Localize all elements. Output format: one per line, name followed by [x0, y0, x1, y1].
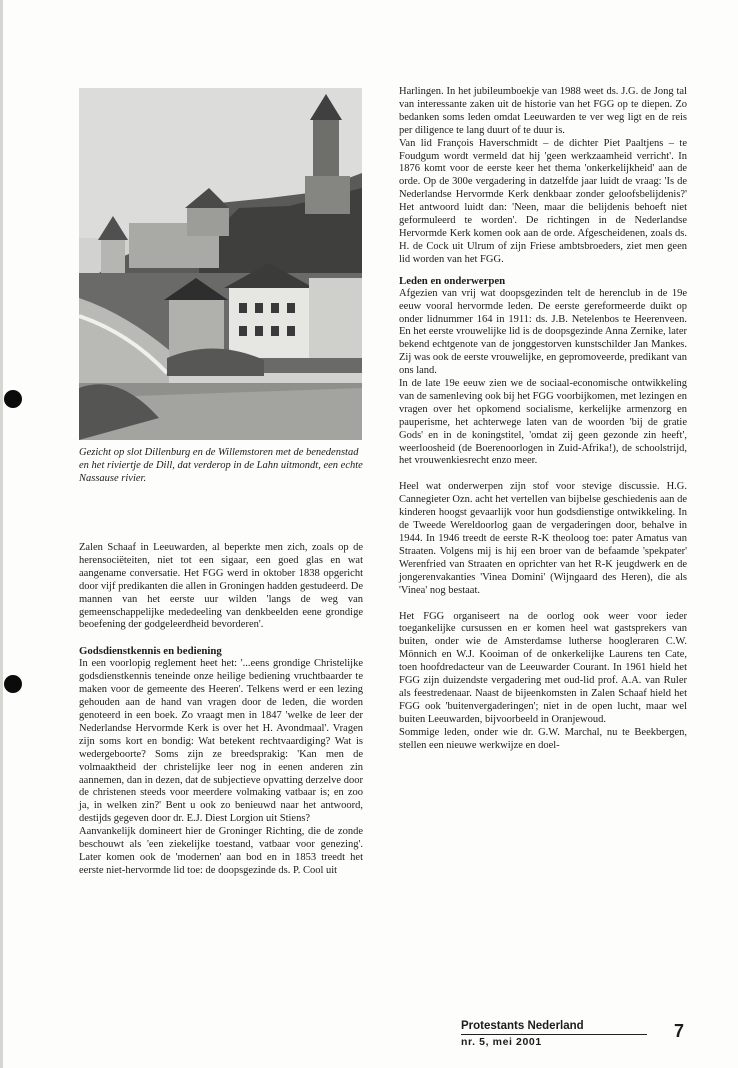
- paragraph: Afgezien van vrij wat doopsgezinden telt de herenclub in de 19e eeuw vooral hervormde leden. De eerste gereformeerde duikt op onder lidnummer 164 in 1911: ds. J.B. Netelenbos te Heerenveen. En het eerste vrouwelijke lid is de doopsgezinde Anna Zernike, later bekend echtgenote van de jonggestorven kunstschilder Jan Mankes. Zij was ook de eerste vrouwelijke, en gepromoveerde, predikant van ons land.: [399, 287, 687, 377]
- page-footer: [461, 1019, 647, 1049]
- paragraph: Het FGG organiseert na de oorlog ook weer voor ieder toegankelijke cursussen en er komen heel wat gastsprekers van buiten, onder wie de Amsterdamse lutherse hoogleraren C.W. Mönnich en W.J. Kooiman of de onkerkelijke Laurens ten Cate, toen hoofdredacteur van de Leeuwarder Courant. In 1961 hield het FGG zijn duizendste vergadering met oud-lid prof. A.A. van Ruler als feestredenaar. Naast de bijeenkomsten in Zalen Schaaf hield het FGG ook 'buitenvergaderingen'; niet in de open lucht, maar wel buiten Leeuwarden, bijvoorbeeld in Oranjewoud.: [399, 610, 687, 725]
- photo-caption: Gezicht op slot Dillenburg en de Willemstoren met de benedenstad en het riviertje de Dill, dat verderop in de Lahn uitmondt, een echte Nassause rivier.: [79, 447, 363, 484]
- paragraph: In een voorlopig reglement heet het: '...eens grondige Christelijke godsdienstkennis teneinde onze heilige bediening vruchtbaarder te maken voor de gemeente des Heeren'. Telkens werd er een lezing gehouden aan de hand van vragen door de leden, die worden genoteerd in een boek. Zo vraagt men in 1847 'welke de leer der Nederlandse Hervormde Kerk is over het H. Avondmaal'. Vragen zijn soms kort en bondig: Wat betekent rechtvaardiging? Wat is wedergeboorte? Soms zijn ze breedsprakig: 'Kan men de volmaaktheid der christelijke leer nog in eenen anderen zin aannemen, dan in dezen, dat de subjectieve opvatting derzelve door de christenen steeds voor meerdere volmaking vatbaar is; en zoo ja, in welken zin?' Bent u ook zo benieuwd naar het antwoord, destijds gegeven door dr. E.J. Diest Lorgion uit Stiens?: [79, 658, 363, 825]
- paragraph: In de late 19e eeuw zien we de sociaal-economische ontwikkeling van de samenleving ook bij het FGG voorbijkomen, met lezingen en vragen over het opkomend socialisme, kerkelijke armenzorg en pauperisme, het achterwege laten van de woorden 'bij de gratie Gods' en in de koningstitel, 'omdat zij geen gezonde zin heeft', weerloosheid (de Boerenoorlogen in Zuid-Afrika!), de schoolstrijd, het vrouwenkiesrecht enzo meer.: [399, 378, 687, 467]
- issue-info: nr. 5, mei 2001: [461, 1036, 542, 1048]
- paragraph: Heel wat onderwerpen zijn stof voor stevige discussie. H.G. Cannegieter Ozn. acht het vertellen van bijbelse geschiedenis aan de kinderen hoogst gevaarlijk voor hun godsdienstige ontwikkeling. In de Tweede Wereldoorlog gaan de vergaderingen door, behalve in 1944. In 1946 treedt de eerste R-K theoloog toe: pater Amatus van Straaten. Volgens mij is hij een broer van de befaamde 'spekpater' Werenfried van Straaten en oprichter van het R-K jeugdwerk en de jongerenvakanties 'Vinea Domini' (Wijngaard des Heren), die als 'Vinea' nog bestaat.: [399, 481, 687, 596]
- photo-illustration: [79, 88, 362, 440]
- section-heading-godsdienstkennis: Godsdienstkennis en bediening: [79, 645, 222, 658]
- page-number: 7: [674, 1021, 685, 1041]
- paragraph: Sommige leden, onder wie dr. G.W. Marchal, nu te Beekbergen, stellen een nieuwe werkwijze en doel-: [399, 726, 687, 751]
- punch-hole: [4, 675, 22, 693]
- photo-dillenburg: [79, 88, 362, 440]
- left-column: [79, 542, 363, 878]
- right-column: [399, 86, 687, 753]
- paragraph: Harlingen. In het jubileumboekje van 1988 weet ds. J.G. de Jong tal van interessante zaken uit de historie van het FGG op te diepen. Zo bedanken soms leden omdat Leeuwarden te ver weg ligt en de reis per diligence te lang duurt of te duur is.: [399, 86, 687, 136]
- page-edge: [0, 0, 3, 1068]
- intro-paragraph: Zalen Schaaf in Leeuwarden, al beperkte men zich, zoals op de herensociëteiten, niet tot een sigaar, een goed glas en wat aangename conversatie. Het FGG werd in oktober 1838 opgericht door vijf predikanten die allen in Groningen hadden gestudeerd. De mannen van het eerste uur wilden 'langs de weg van gemeenschappelijke mededeeling van denkbeelden eene grondige beoefening der godgeleerdheid bevorderen'.: [79, 542, 363, 631]
- paragraph: Van lid François Haverschmidt – de dichter Piet Paaltjens – te Foudgum wordt vermeld dat hij 'geen werkzaamheid verricht'. In 1876 komt voor de eerste keer het thema 'onkerkelijkheid' aan de orde. Op de 300e vergadering in datzelfde jaar luidt de vraag: 'Is de Nederlandse Hervormde Kerk denkbaar zonder geloofsbelijdenis?' Het antwoord luidt dan: 'Neen, maar die belijdenis behoeft niet geformuleerd te worden'. De richtingen in de Nederlandse Hervormde Kerk komen ook aan de orde. Afgescheidenen, zoals ds. H. de Cock uit Ulrum of zijn Friese ambtsbroeders, ziet men geen lid worden van het FGG.: [399, 137, 687, 265]
- paragraph: Aanvankelijk domineert hier de Groninger Richting, die de zonde beschouwt als 'een ziekelijke toestand, vatbaar voor genezing'. Later komen ook de 'modernen' aan bod en in 1853 treedt het eerste niet-hervormde lid toe: de doopsgezinde ds. P. Cool uit: [79, 826, 363, 876]
- punch-hole: [4, 390, 22, 408]
- section-heading-leden: Leden en onderwerpen: [399, 274, 506, 287]
- magazine-title: Protestants Nederland: [461, 1019, 647, 1035]
